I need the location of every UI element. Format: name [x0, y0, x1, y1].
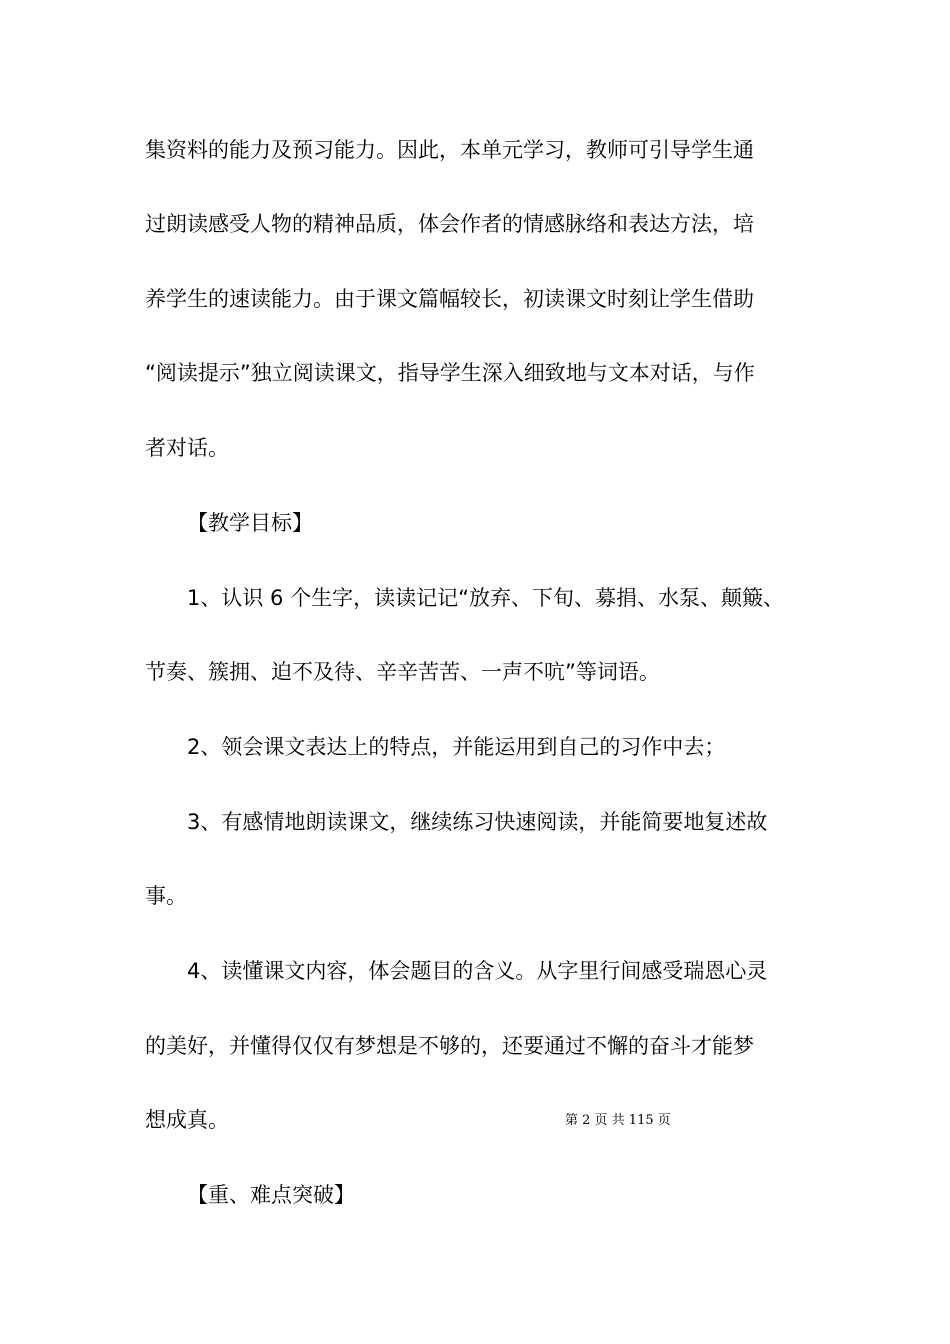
- page-number-footer: 第 2 页 共 115 页: [565, 1113, 671, 1128]
- section-heading: 【重、难点突破】: [187, 1183, 355, 1207]
- body-text-line: 的美好，并懂得仅仅有梦想是不够的，还要通过不懈的奋斗才能梦: [145, 1034, 754, 1058]
- body-text-line: “阅读提示”独立阅读课文，指导学生深入细致地与文本对话，与作: [145, 361, 755, 385]
- body-text-line: 2、领会课文表达上的特点，并能运用到自己的习作中去；: [187, 735, 726, 759]
- body-text-line: 1、认识 6 个生字，读读记记“放弃、下旬、募捐、水泵、颠簸、: [187, 586, 784, 610]
- section-heading: 【教学目标】: [187, 511, 313, 535]
- body-text-line: 3、有感情地朗读课文，继续练习快速阅读，并能简要地复述故: [187, 810, 768, 834]
- body-text-line: 者对话。: [145, 436, 229, 460]
- body-text-line: 集资料的能力及预习能力。因此，本单元学习，教师可引导学生通: [145, 138, 754, 162]
- body-text-line: 节奏、簇拥、迫不及待、辛辛苦苦、一声不吭”等词语。: [145, 660, 660, 684]
- body-text-line: 事。: [145, 884, 187, 908]
- body-text-line: 养学生的速读能力。由于课文篇幅较长，初读课文时刻让学生借助: [145, 287, 754, 311]
- body-text-line: 过朗读感受人物的精神品质，体会作者的情感脉络和表达方法，培: [145, 212, 754, 236]
- body-text-line: 4、读懂课文内容，体会题目的含义。从字里行间感受瑞恩心灵: [187, 959, 768, 983]
- body-text-line: 想成真。: [145, 1108, 229, 1132]
